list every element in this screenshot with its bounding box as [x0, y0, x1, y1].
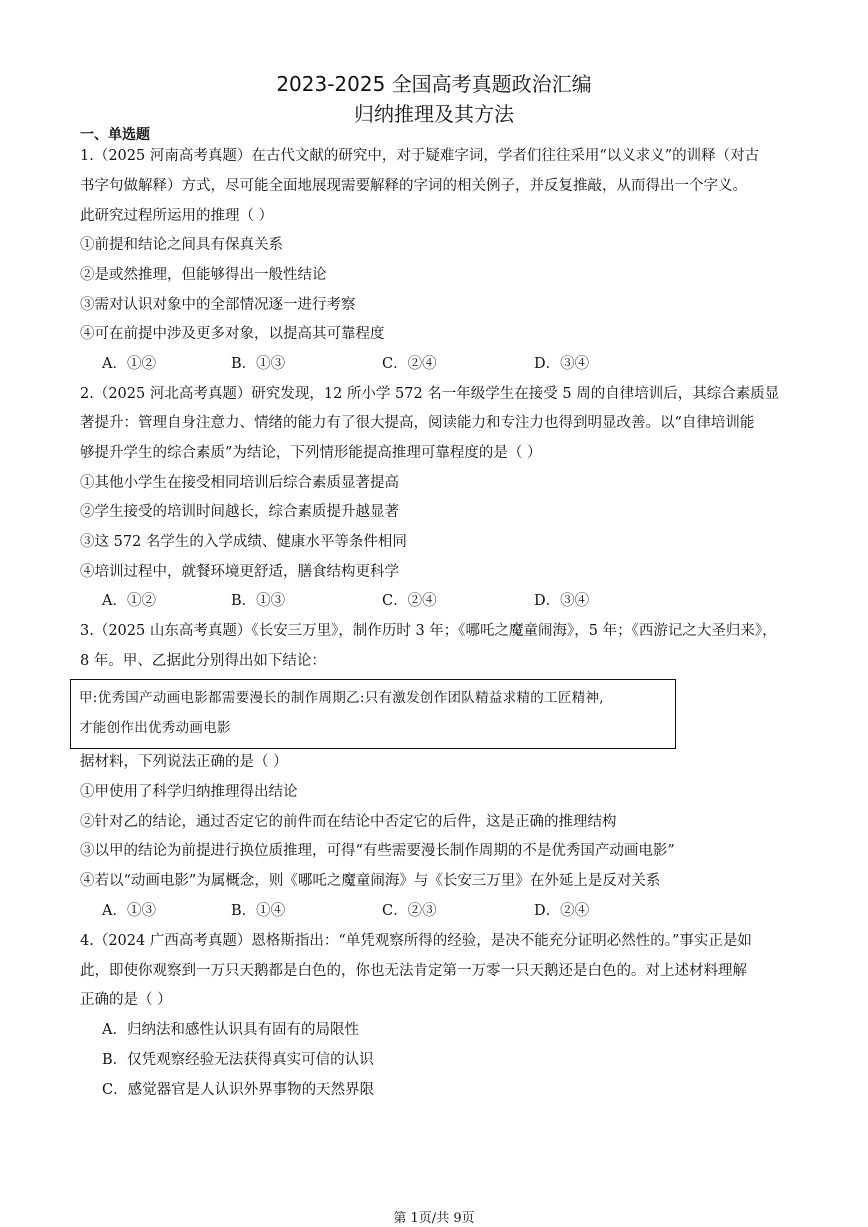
q1-item-2: ②是或然推理，但能够得出一般性结论 — [80, 267, 327, 283]
q4-option-c: C．感觉器官是人认识外界事物的天然界限 — [102, 1082, 375, 1098]
q1-item-4: ④可在前提中涉及更多对象，以提高其可靠程度 — [80, 326, 385, 342]
q3-item-2: ②针对乙的结论，通过否定它的前件而在结论中否定它的后件，这是正确的推理结构 — [80, 814, 617, 830]
page-number: 第 1页/共 9页 — [393, 1211, 475, 1226]
q3-option-c: C．②③ — [382, 903, 437, 919]
q4-stem-line-3: 正确的是（ ） — [80, 992, 172, 1008]
document-title: 2023-2025 全国高考真题政治汇编 — [276, 72, 592, 96]
document-subtitle: 归纳推理及其方法 — [354, 102, 514, 126]
q3-box-line-2: 才能创作出优秀动画电影 — [79, 720, 231, 736]
q1-option-c: C．②④ — [382, 356, 437, 372]
q1-item-3: ③需对认识对象中的全部情况逐一进行考察 — [80, 297, 356, 313]
q4-stem-line-2: 此，即使你观察到一万只天鹅都是白色的，你也无法肯定第一万零一只天鹅还是白色的。对上述材料理解 — [80, 963, 747, 979]
q3-item-1: ①甲使用了科学归纳推理得出结论 — [80, 784, 298, 800]
q1-item-1: ①前提和结论之间具有保真关系 — [80, 237, 283, 253]
q1-option-b: B．①③ — [231, 356, 286, 372]
q2-item-3: ③这 572 名学生的入学成绩、健康水平等条件相同 — [80, 534, 407, 550]
q2-stem-line-1: 2.（2025 河北高考真题）研究发现，12 所小学 572 名一年级学生在接受 5 周的自律培训后，其综合素质显 — [80, 386, 780, 402]
q2-stem-line-3: 够提升学生的综合素质”为结论，下列情形能提高推理可靠程度的是（ ） — [80, 445, 542, 461]
q3-item-3: ③以甲的结论为前提进行换位质推理，可得“有些需要漫长制作周期的不是优秀国产动画电影” — [80, 843, 675, 859]
q3-material-box — [70, 679, 676, 749]
q1-option-a: A．①② — [102, 356, 156, 372]
q3-option-d: D．②④ — [534, 903, 590, 919]
q2-option-c: C．②④ — [382, 593, 437, 609]
q1-stem-line-1: 1.（2025 河南高考真题）在古代文献的研究中，对于疑难字词，学者们往往采用“以义求义”的训释（对古 — [80, 148, 760, 164]
q1-stem-line-2: 书字句做解释）方式，尽可能全面地展现需要解释的字词的相关例子，并反复推敲，从而得出一个字义。 — [80, 178, 747, 194]
q4-stem-line-1: 4.（2024 广西高考真题）恩格斯指出：“单凭观察所得的经验，是决不能充分证明必然性的。”事实正是如 — [80, 933, 752, 949]
q3-prompt: 据材料，下列说法正确的是（ ） — [80, 754, 288, 770]
q4-option-b: B．仅凭观察经验无法获得真实可信的认识 — [102, 1052, 374, 1068]
q3-item-4: ④若以“动画电影”为属概念，则《哪吒之魔童闹海》与《长安三万里》在外延上是反对关系 — [80, 873, 661, 889]
q1-stem-line-3: 此研究过程所运用的推理（ ） — [80, 208, 274, 224]
q2-stem-line-2: 著提升：管理自身注意力、情绪的能力有了很大提高，阅读能力和专注力也得到明显改善。以“自律培训能 — [80, 415, 755, 431]
q3-option-b: B．①④ — [231, 903, 286, 919]
q2-item-4: ④培训过程中，就餐环境更舒适，膳食结构更科学 — [80, 564, 399, 580]
q2-item-1: ①其他小学生在接受相同培训后综合素质显著提高 — [80, 475, 399, 491]
q3-option-a: A．①③ — [102, 903, 156, 919]
q3-box-line-1: 甲:优秀国产动画电影都需要漫长的制作周期乙:只有激发创作团队精益求精的工匠精神, — [79, 690, 604, 706]
q2-item-2: ②学生接受的培训时间越长，综合素质提升越显著 — [80, 504, 399, 520]
q1-option-d: D．③④ — [534, 356, 590, 372]
q3-stem-line-2: 8 年。甲、乙据此分别得出如下结论： — [80, 653, 326, 669]
q2-option-b: B．①③ — [231, 593, 286, 609]
q3-stem-line-1: 3.（2025 山东高考真题）《长安三万里》，制作历时 3 年；《哪吒之魔童闹海》，5 年；《西游记之大圣归来》， — [80, 623, 777, 639]
section-heading: 一、单选题 — [80, 127, 150, 143]
q2-option-a: A．①② — [102, 593, 156, 609]
q4-option-a: A．归纳法和感性认识具有固有的局限性 — [102, 1022, 359, 1038]
q2-option-d: D．③④ — [534, 593, 590, 609]
